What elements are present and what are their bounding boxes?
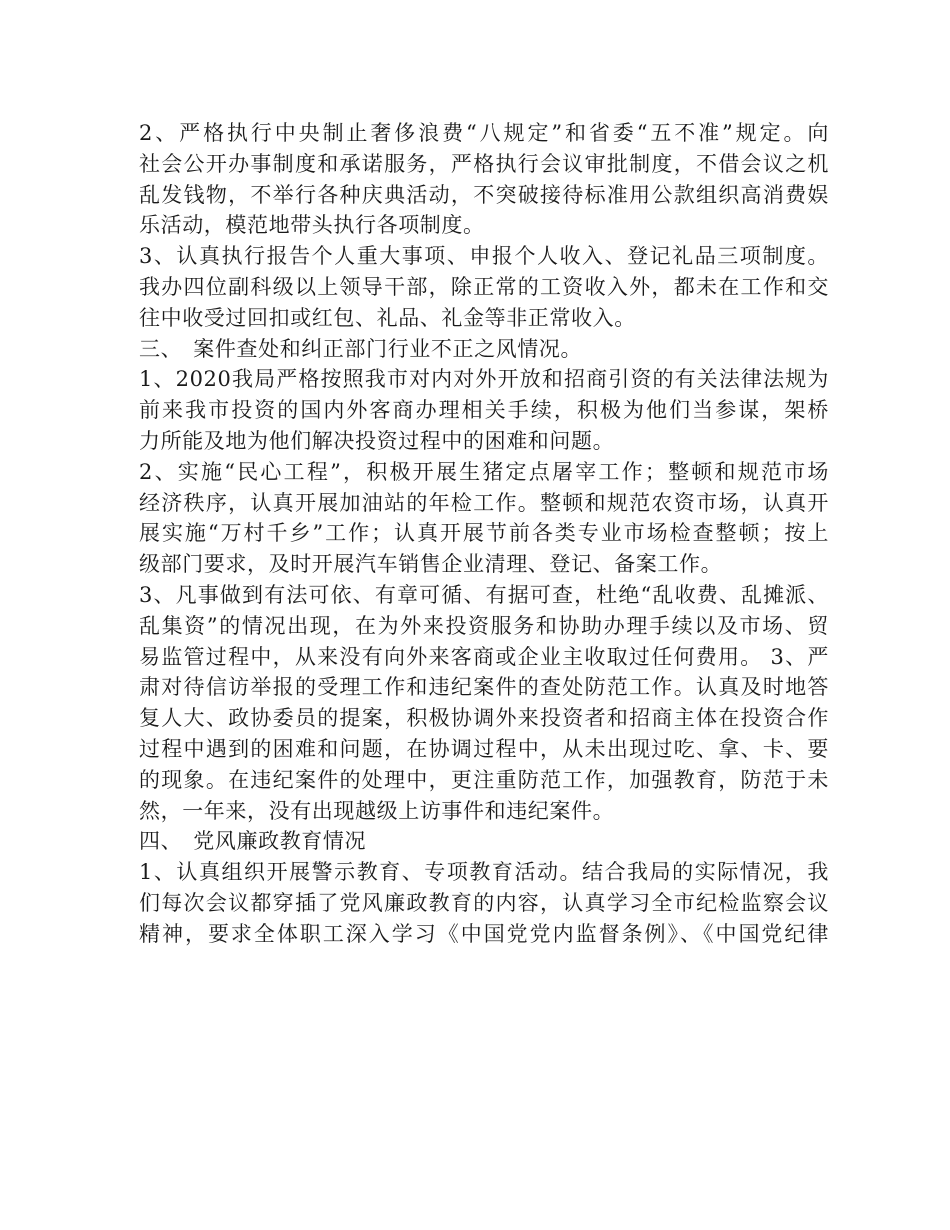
text-line: 们每次会议都穿插了党风廉政教育的内容，认真学习全市纪检监察会议 xyxy=(139,890,829,915)
text-line: 3、凡事做到有法可依、有章可循、有据可查，杜绝“乱收费、乱摊派、 xyxy=(139,582,829,607)
text-line: 力所能及地为他们解决投资过程中的困难和问题。 xyxy=(139,428,615,453)
text-line: 易监管过程中，从来没有向外来客商或企业主收取过任何费用。 3、严 xyxy=(139,644,829,669)
text-line: 的现象。在违纪案件的处理中，更注重防范工作，加强教育，防范于未 xyxy=(139,767,829,792)
text-line: 复人大、政协委员的提案，积极协调外来投资者和招商主体在投资合作 xyxy=(139,706,829,731)
text-line: 前来我市投资的国内外客商办理相关手续，积极为他们当参谋，架桥 xyxy=(139,398,829,423)
text-line: 乱集资”的情况出现，在为外来投资服务和协助办理手续以及市场、贸 xyxy=(139,613,829,638)
section-heading: 四、 党风廉政教育情况 xyxy=(139,829,367,854)
text-line: 乐活动，模范地带头执行各项制度。 xyxy=(139,213,485,238)
text-line: 精神，要求全体职工深入学习《中国党党内监督条例》、《中国党纪律 xyxy=(139,921,829,946)
text-line: 经济秩序，认真开展加油站的年检工作。整顿和规范农资市场，认真开 xyxy=(139,490,829,515)
text-line: 2、严格执行中央制止奢侈浪费“八规定”和省委“五不准”规定。向 xyxy=(139,121,829,145)
text-line: 然，一年来，没有出现越级上访事件和违纪案件。 xyxy=(139,798,615,823)
text-line: 社会公开办事制度和承诺服务，严格执行会议审批制度，不借会议之机 xyxy=(139,151,829,176)
text-line: 展实施“万村千乡”工作；认真开展节前各类专业市场检查整顿；按上 xyxy=(139,521,829,546)
text-line: 往中收受过回扣或红包、礼品、礼金等非正常收入。 xyxy=(139,305,636,330)
text-line: 乱发钱物，不举行各种庆典活动，不突破接待标准用公款组织高消费娱 xyxy=(139,182,829,207)
text-line: 1、认真组织开展警示教育、专项教育活动。结合我局的实际情况，我 xyxy=(139,860,829,885)
text-line: 2、实施“民心工程”，积极开展生猪定点屠宰工作；整顿和规范市场 xyxy=(139,459,829,484)
text-line: 3、认真执行报告个人重大事项、申报个人收入、登记礼品三项制度。 xyxy=(139,244,829,269)
document-body xyxy=(139,118,829,950)
text-line: 过程中遇到的困难和问题，在协调过程中，从未出现过吃、拿、卡、要 xyxy=(139,736,829,761)
text-line: 肃对待信访举报的受理工作和违纪案件的查处防范工作。认真及时地答 xyxy=(139,675,829,700)
text-line: 我办四位副科级以上领导干部，除正常的工资收入外，都未在工作和交 xyxy=(139,274,829,299)
section-heading: 三、 案件查处和纠正部门行业不正之风情况。 xyxy=(139,336,583,361)
text-line: 1、2020我局严格按照我市对内对外开放和招商引资的有关法律法规为 xyxy=(139,367,829,392)
text-line: 级部门要求，及时开展汽车销售企业清理、登记、备案工作。 xyxy=(139,552,723,577)
